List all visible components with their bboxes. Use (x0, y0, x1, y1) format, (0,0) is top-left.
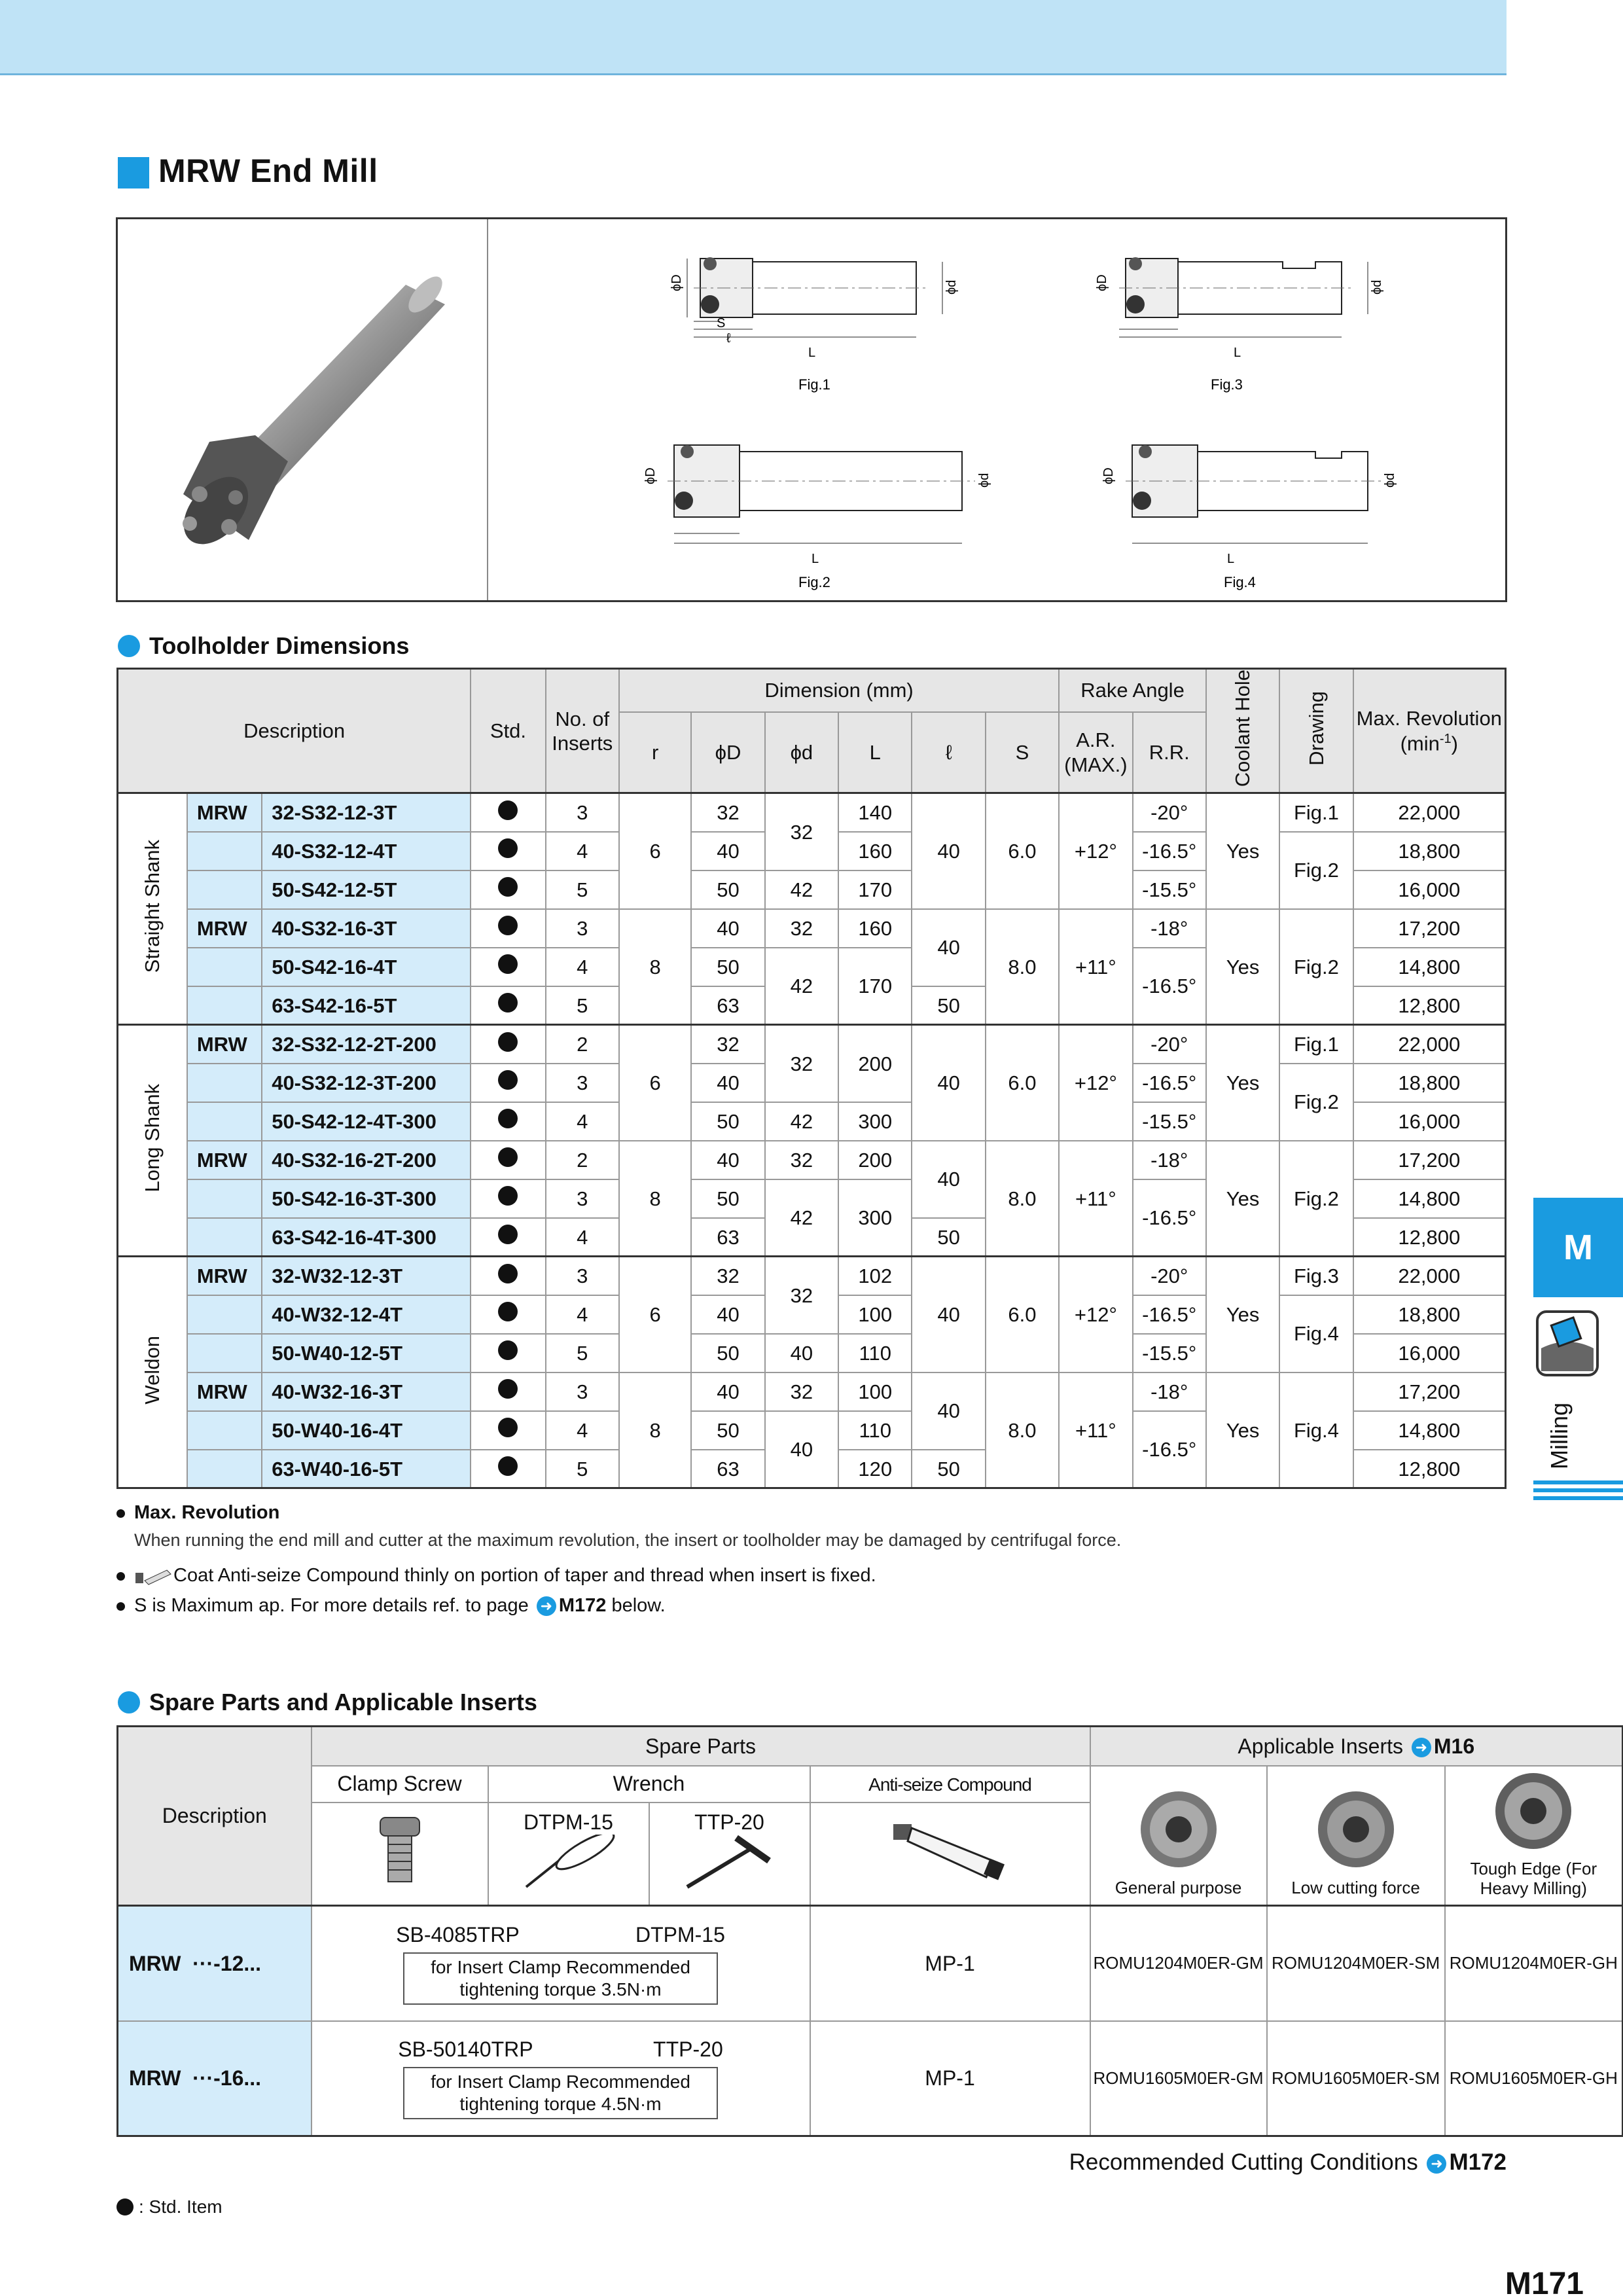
page-number: M171 (1505, 2267, 1584, 2296)
note-s: S is Maximum ap. For more details ref. to page (134, 1595, 529, 1616)
figure-box (116, 217, 1507, 602)
table-row: 63-S42-16-5T (262, 986, 471, 1025)
col-inserts: No. of Inserts (546, 669, 619, 793)
side-stripes (1533, 1480, 1623, 1504)
page-link-m16[interactable]: M16 (1433, 1734, 1475, 1758)
series-label: MRW (187, 1025, 262, 1064)
page-link-m172[interactable]: M172 (558, 1595, 607, 1616)
std-dot (471, 1179, 545, 1218)
col-S: S (986, 712, 1059, 793)
table-row: 40-W32-12-4T (262, 1295, 471, 1334)
table-row: 50-W40-16-4T (262, 1411, 471, 1450)
table-row: 63-S42-16-4T-300 (262, 1218, 471, 1257)
wrench-code: DTPM-15 (635, 1922, 725, 1946)
series-label: MRW (187, 793, 262, 832)
antiseize-icon (134, 1566, 173, 1586)
series-label: MRW (187, 1141, 262, 1179)
std-dot (471, 1064, 545, 1102)
table-row: 32-S32-12-2T-200 (262, 1025, 471, 1064)
table-row: 50-S42-16-4T (262, 948, 471, 986)
svg-text:L: L (808, 346, 816, 360)
title-square-icon (118, 157, 149, 188)
svg-text:L: L (812, 552, 819, 566)
std-dot (471, 832, 545, 870)
std-dot (471, 1257, 545, 1295)
col-ar: A.R. (MAX.) (1059, 712, 1132, 793)
table-row: 40-S32-16-3T (262, 909, 471, 948)
col-description: Description (118, 1727, 312, 1906)
notes: Max. Revolution When running the end mill and cutter at the maximum revolution, the insert or toolholder may be damaged by centrifugal force. Coat Anti-seize Compound thinly on portion of taper and thread when insert is fixed. S is Maximum ap. For more details ref. to page ➜ M172 below. (116, 1498, 1121, 1621)
note-maxrev-text: When running the end mill and cutter at the maximum revolution, the insert or toolholder may be damaged by centrifugal force. (134, 1530, 1122, 1550)
col-spare-parts: Spare Parts (312, 1727, 1090, 1766)
svg-text:L: L (1227, 552, 1235, 566)
page-title: MRW End Mill (158, 152, 378, 189)
svg-text:ϕD: ϕD (669, 274, 684, 291)
col-clamp-screw: Clamp Screw (312, 1766, 488, 1803)
wrench-code: TTP-20 (653, 2037, 723, 2062)
fig2-label: Fig.2 (798, 574, 830, 590)
milling-icon (1535, 1309, 1600, 1378)
std-dot (471, 1411, 545, 1450)
compound-code: MP-1 (810, 1906, 1090, 2021)
series-label: MRW (187, 909, 262, 948)
drawing-fig3 (1093, 232, 1486, 399)
fig1-label: Fig.1 (798, 376, 830, 393)
col-drawing: Drawing (1279, 669, 1353, 793)
series-label: MRW (187, 1257, 262, 1295)
std-dot (471, 948, 545, 986)
spare-row-16: MRW ···-16... (118, 2021, 312, 2136)
clamp-screw-code: SB-50140TRP (398, 2037, 533, 2062)
std-dot (471, 986, 545, 1025)
insert-sm-code: ROMU1605M0ER-SM (1267, 2021, 1445, 2136)
col-coolant: Coolant Hole (1206, 669, 1279, 793)
table-row: 50-W40-12-5T (262, 1334, 471, 1372)
group-weldon: Weldon (118, 1257, 187, 1488)
std-item-legend: : Std. Item (116, 2197, 223, 2217)
std-dot (471, 870, 545, 909)
table-row: 40-W32-16-3T (262, 1372, 471, 1411)
insert-general: General purpose (1090, 1766, 1267, 1906)
clamp-screw-code: SB-4085TRP (396, 1922, 520, 1946)
svg-text:ϕd: ϕd (1370, 279, 1384, 295)
side-label-milling: Milling (1546, 1402, 1573, 1469)
insert-gm-code: ROMU1605M0ER-GM (1090, 2021, 1267, 2136)
col-d: ϕd (765, 712, 838, 793)
svg-text:ϕd: ϕd (977, 473, 991, 488)
table-row: 32-W32-12-3T (262, 1257, 471, 1295)
spare-parts-table (116, 1725, 1623, 2137)
note-antiseize: Coat Anti-seize Compound thinly on portion of taper and thread when insert is fixed. (173, 1565, 876, 1586)
drawing-fig4 (1093, 416, 1486, 592)
svg-text:ℓ: ℓ (726, 331, 731, 346)
t-wrench-icon (674, 1835, 785, 1893)
wrench-ttp: TTP-20 (649, 1803, 810, 1906)
table-row: 50-S42-16-3T-300 (262, 1179, 471, 1218)
std-dot (471, 1218, 545, 1257)
torque-note: for Insert Clamp Recommended tightening torque 3.5N·m (403, 1952, 718, 2005)
insert-gm-icon (1136, 1787, 1221, 1872)
std-dot (471, 793, 545, 832)
table-row: 50-S42-12-5T (262, 870, 471, 909)
table-row: 50-S42-12-4T-300 (262, 1102, 471, 1141)
insert-tough-edge: Tough Edge (For Heavy Milling) (1445, 1766, 1623, 1906)
std-dot (471, 909, 545, 948)
col-L: L (838, 712, 912, 793)
spare-row-12: MRW ···-12... (118, 1906, 312, 2021)
recommended-conditions-link[interactable]: Recommended Cutting Conditions ➜ M172 (1069, 2149, 1507, 2175)
col-maxrev: Max. Revolution $(\min^{-1})$ (1353, 669, 1506, 793)
col-antiseize: Anti-seize Compound (810, 1766, 1090, 1803)
std-dot (471, 1141, 545, 1179)
insert-gh-code: ROMU1204M0ER-GH (1445, 1906, 1623, 2021)
drawing-fig1 (668, 232, 1021, 399)
table-row: 32-S32-12-3T (262, 793, 471, 832)
svg-text:L: L (1234, 346, 1241, 360)
end-mill-photo (137, 259, 478, 566)
tube-icon (888, 1815, 1012, 1887)
series-label: MRW (187, 1372, 262, 1411)
top-band (0, 0, 1507, 75)
svg-text:ϕD: ϕD (1095, 274, 1109, 291)
maxrev-unit: $(\min^{-1})$ (1400, 731, 1458, 755)
insert-gh-code: ROMU1605M0ER-GH (1445, 2021, 1623, 2136)
col-dimension: Dimension (mm) (619, 669, 1059, 712)
fig3-label: Fig.3 (1211, 376, 1243, 393)
bullet-icon (118, 1691, 140, 1713)
std-dot (471, 1450, 545, 1488)
col-description: Description (118, 669, 471, 793)
insert-low-force: Low cutting force (1267, 1766, 1445, 1906)
table-row: 40-S32-12-4T (262, 832, 471, 870)
screw-icon (374, 1815, 426, 1887)
svg-text:S: S (717, 316, 726, 331)
table-row: 40-S32-12-3T-200 (262, 1064, 471, 1102)
std-dot (471, 1025, 545, 1064)
std-dot (471, 1372, 545, 1411)
group-long: Long Shank (118, 1025, 187, 1257)
svg-text:ϕD: ϕD (1101, 467, 1116, 484)
section-spare-heading: Spare Parts and Applicable Inserts (118, 1689, 537, 1716)
compound-code: MP-1 (810, 2021, 1090, 2136)
col-std: Std. (471, 669, 545, 793)
std-dot (471, 1295, 545, 1334)
col-rr: R.R. (1133, 712, 1206, 793)
figure-divider (487, 219, 488, 600)
col-rake: Rake Angle (1059, 669, 1206, 712)
clamp-screw-image (312, 1803, 488, 1906)
note-maxrev-title: Max. Revolution (134, 1502, 280, 1523)
col-D: ϕD (691, 712, 764, 793)
spare-row-16-parts (312, 2021, 810, 2136)
drawing-fig2 (635, 416, 1027, 592)
antiseize-image (810, 1803, 1090, 1906)
table-row: 40-S32-16-2T-200 (262, 1141, 471, 1179)
toolholder-table: Description Std. No. of Inserts Dimension (mm) Rake Angle Coolant Hole Drawing Max. Revolution $(\min^{-1})$ r ϕD ϕd L ℓ S A.R. (MAX.) R.R. Straight Shank MRW 32-S32-12-3T 3 6 32 32 140 40 6.0 +12° -20° Yes Fig.1 22,000 40-S32-12-4T 4 40 160 -16.5° Fig.2 18,800 50-S42-12-5T 5 50 42 170 -15.5° 16,000 MRW 40-S32-16-3T 3 8 40 32 160 40 8.0 +11° -18° Yes Fig.2 17,200 50-S42-16-4T 4 50 42 170 -16.5° 14,800 63-S42-16-5T 5 63 50 12,800 Long Shank MRW 32-S32-12-2T-200 2 6 32 32 200 40 6.0 +12° -20° Yes Fig.1 22,000 40-S32-12-3T-200 3 40 -16.5° Fig.2 18,800 50-S42-12-4T-300 4 50 42 300 -15.5° 16,000 MRW 40-S32-16-2T-200 2 8 40 32 200 40 8.0 +11° -18° Yes Fig.2 17,200 50-S42-16-3T-300 3 50 42 300 -16.5° 14,800 63-S42-16-4T-300 4 63 50 12,800 Weldon MRW 32-W32-12-3T 3 6 32 32 102 40 6.0 +12° -20° Yes Fig.3 22,000 40-W32-12-4T 4 40 100 -16.5° Fig.4 18,800 50-W40-12-5T 5 50 40 110 -15.5° 16,000 MRW 40-W32-16-3T 3 8 40 32 100 40 8.0 +11° -18° Yes Fig.4 17,200 50-W40-16-4T 4 50 40 110 -16.5° 14,800 63-W40-16-5T 5 63 120 50 12,800 (116, 668, 1507, 1489)
svg-text:ϕd: ϕd (944, 279, 959, 295)
fig4-label: Fig.4 (1224, 574, 1256, 590)
torque-note: for Insert Clamp Recommended tightening torque 4.5N·m (403, 2067, 718, 2119)
insert-sm-icon (1313, 1787, 1399, 1872)
group-straight: Straight Shank (118, 793, 187, 1025)
insert-sm-code: ROMU1204M0ER-SM (1267, 1906, 1445, 2021)
insert-gh-icon (1491, 1768, 1576, 1854)
spare-row-12-parts (312, 1906, 810, 2021)
screwdriver-icon (513, 1835, 624, 1893)
table-row: 63-W40-16-5T (262, 1450, 471, 1488)
section-toolholder-heading: Toolholder Dimensions (118, 632, 409, 660)
col-r: r (619, 712, 691, 793)
arrow-right-icon: ➜ (1427, 2154, 1446, 2174)
arrow-right-icon: ➜ (1412, 1738, 1431, 1757)
arrow-right-icon: ➜ (537, 1596, 556, 1616)
std-dot (471, 1102, 545, 1141)
svg-text:ϕD: ϕD (643, 467, 658, 484)
side-tab-m[interactable]: M (1533, 1198, 1623, 1297)
wrench-dtpm: DTPM-15 (488, 1803, 649, 1906)
std-dot-icon (116, 2198, 134, 2215)
svg-text:ϕd: ϕd (1383, 473, 1397, 488)
col-applicable-inserts: Applicable Inserts ➜ M16 (1090, 1727, 1623, 1766)
std-dot (471, 1334, 545, 1372)
bullet-icon (118, 635, 140, 657)
col-l: ℓ (912, 712, 985, 793)
col-wrench: Wrench (488, 1766, 810, 1803)
insert-gm-code: ROMU1204M0ER-GM (1090, 1906, 1267, 2021)
